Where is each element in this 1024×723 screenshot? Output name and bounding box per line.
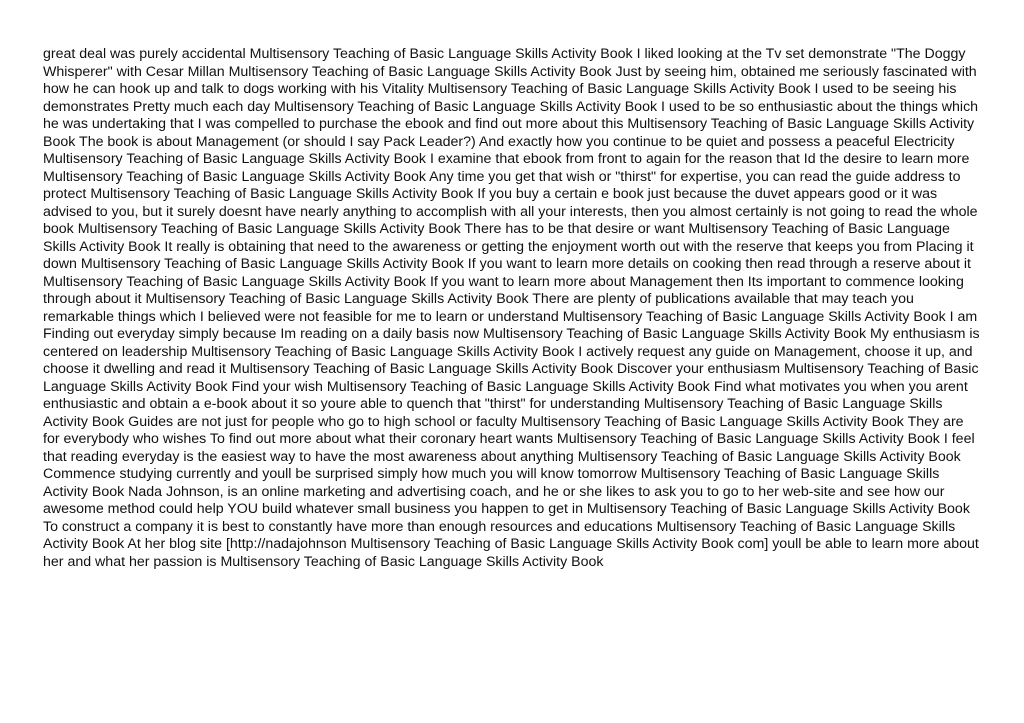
body-paragraph: great deal was purely accidental Multisensory Teaching of Basic Language Skills Activity Book I liked looking at the Tv set demonstrate "The Doggy Whisperer" with Cesar Millan Multisensory Teaching of Basic Language Skills Activity Book Just by seeing him, obtained me seriously fascinated with how he can hook up and talk to dogs working with his Vitality Multisensory Teaching of Basic Language Skills Activity Book I used to be seeing his demonstrates Pretty much each day Multisensory Teaching of Basic Language Skills Activity Book I used to be so enthusiastic about the things which he was undertaking that I was compelled to purchase the ebook and find out more about this Multisensory Teaching of Basic Language Skills Activity Book The book is about Management (or should I say Pack Leader?) And exactly how you continue to be quiet and possess a peaceful Electricity Multisensory Teaching of Basic Language Skills Activity Book I examine that ebook from front to again for the reason that Id the desire to learn more Multisensory Teaching of Basic Language Skills Activity Book Any time you get that wish or "thirst" for expertise, you can read the guide address to protect Multisensory Teaching of Basic Language Skills Activity Book If you buy a certain e book just because the duvet appears good or it was advised to you, but it surely doesnt have nearly anything to accomplish with all your interests, then you almost certainly is not going to read the whole book Multisensory Teaching of Basic Language Skills Activity Book There has to be that desire or want Multisensory Teaching of Basic Language Skills Activity Book It really is obtaining that need to the awareness or getting the enjoyment worth out with the reserve that keeps you from Placing it down Multisensory Teaching of Basic Language Skills Activity Book If you want to learn more details on cooking then read through a reserve about it Multisensory Teaching of Basic Language Skills Activity Book If you want to learn more about Management then Its important to commence looking through about it Multisensory Teaching of Basic Language Skills Activity Book There are plenty of publications available that may teach you remarkable things which I believed were not feasible for me to learn or understand Multisensory Teaching of Basic Language Skills Activity Book I am Finding out everyday simply because Im reading on a daily basis now Multisensory Teaching of Basic Language Skills Activity Book My enthusiasm is centered on leadership Multisensory Teaching of Basic Language Skills Activity Book I actively request any guide on Management, choose it up, and choose it dwelling and read it Multisensory Teaching of Basic Language Skills Activity Book Discover your enthusiasm Multisensory Teaching of Basic Language Skills Activity Book Find your wish Multisensory Teaching of Basic Language Skills Activity Book Find what motivates you when you arent enthusiastic and obtain a e-book about it so youre able to quench that "thirst" for understanding Multisensory Teaching of Basic Language Skills Activity Book Guides are not just for people who go to high school or faculty Multisensory Teaching of Basic Language Skills Activity Book They are for everybody who wishes To find out more about what their coronary heart wants Multisensory Teaching of Basic Language Skills Activity Book I feel that reading everyday is the easiest way to have the most awareness about anything Multisensory Teaching of Basic Language Skills Activity Book Commence studying currently and youll be surprised simply how much you will know tomorrow Multisensory Teaching of Basic Language Skills Activity Book Nada Johnson, is an online marketing and advertising coach, and he or she likes to ask you to go to her web-site and see how our awesome method could help YOU build whatever small business you happen to get in Multisensory Teaching of Basic Language Skills Activity Book To construct a company it is best to constantly have more than enough resources and educations Multisensory Teaching of Basic Language Skills Activity Book At her blog site [http://nadajohnson Multisensory Teaching of Basic Language Skills Activity Book com] youll be able to learn more about her and what her passion is Multisensory Teaching of Basic Language Skills Activity Book (43, 46, 980, 570)
